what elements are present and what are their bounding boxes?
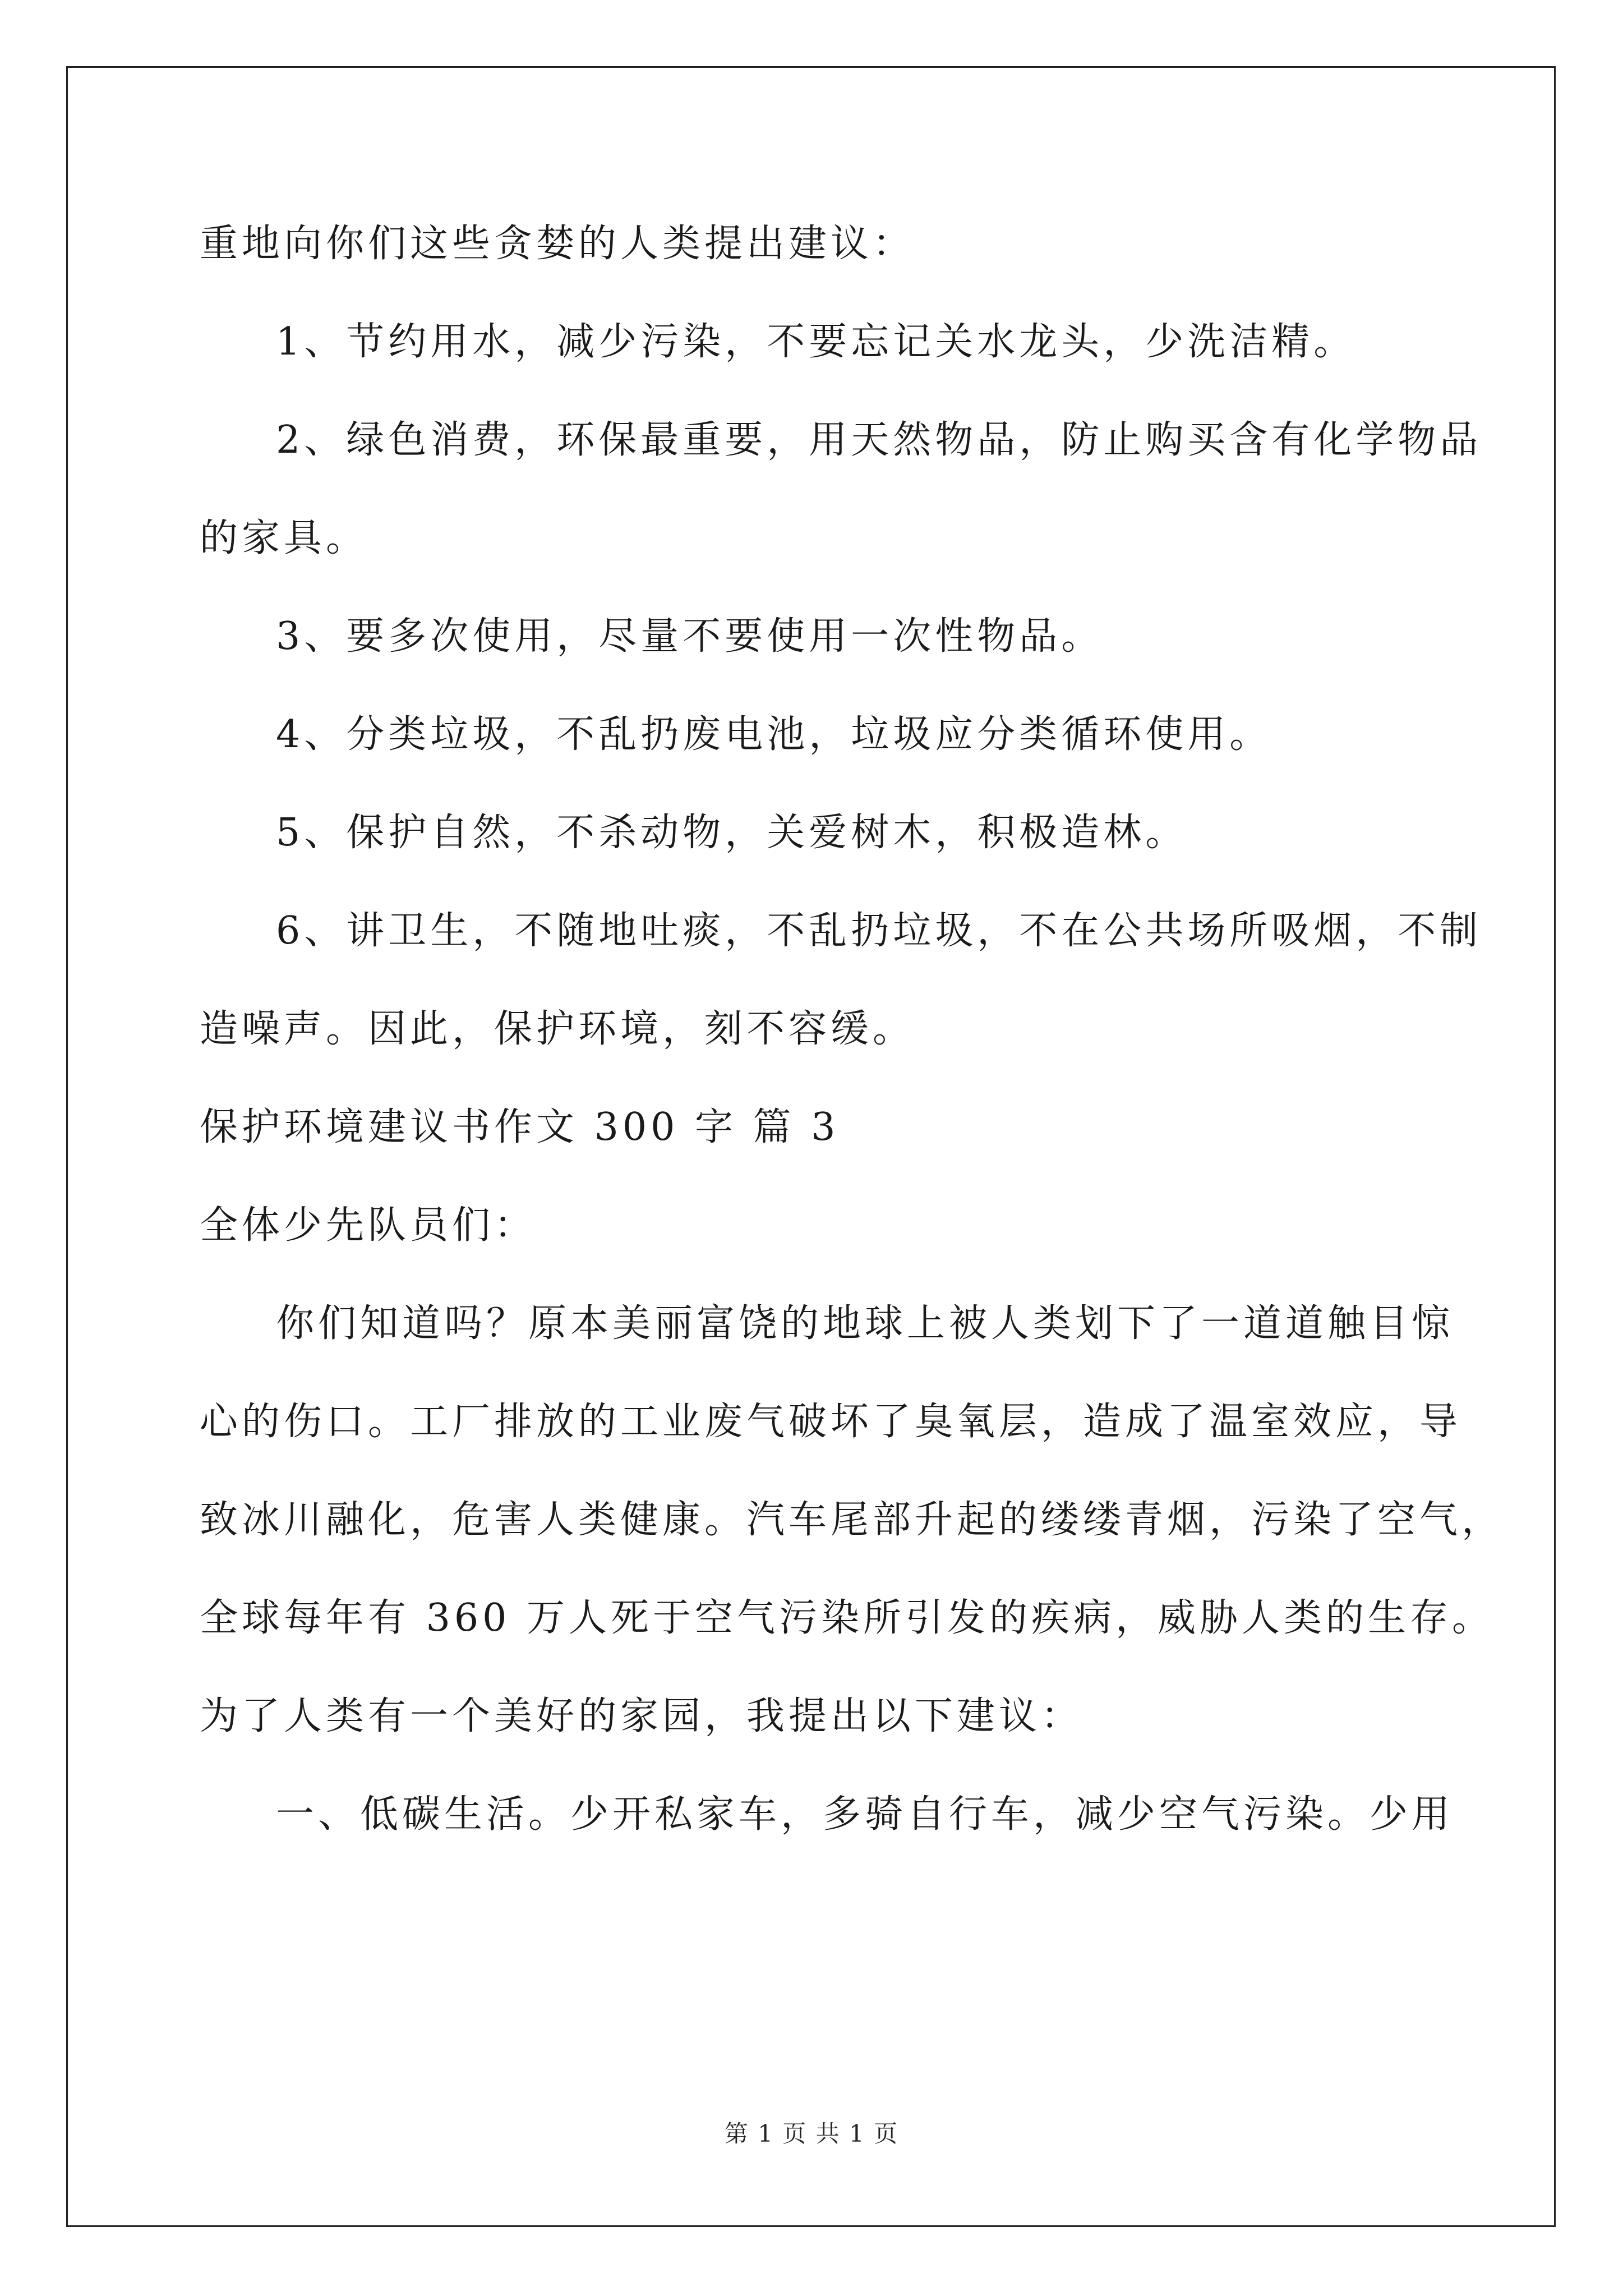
list-item: 1、节约用水，减少污染，不要忘记关水龙头，少洗洁精。 bbox=[276, 320, 1356, 364]
text-line: 重地向你们这些贪婪的人类提出建议： bbox=[200, 222, 915, 266]
text-line: 心的伤口。工厂排放的工业废气破坏了臭氧层，造成了温室效应，导 bbox=[200, 1400, 1462, 1444]
list-item: 2、绿色消费，环保最重要，用天然物品，防止购买含有化学物品 bbox=[276, 418, 1482, 462]
page-footer: 第 1 页 共 1 页 bbox=[724, 2120, 899, 2147]
text-line: 全球每年有 360 万人死于空气污染所引发的疾病，威胁人类的生存。 bbox=[200, 1596, 1495, 1640]
list-item: 5、保护自然，不杀动物，关爱树木，积极造林。 bbox=[276, 811, 1188, 855]
text-line: 造噪声。因此，保护环境，刻不容缓。 bbox=[200, 1007, 915, 1051]
list-item: 一、低碳生活。少开私家车，多骑自行车，减少空气污染。少用 bbox=[276, 1792, 1454, 1837]
list-item: 3、要多次使用，尽量不要使用一次性物品。 bbox=[276, 614, 1104, 659]
text-line: 为了人类有一个美好的家园，我提出以下建议： bbox=[200, 1694, 1083, 1738]
text-line: 你们知道吗？原本美丽富饶的地球上被人类划下了一道道触目惊 bbox=[276, 1301, 1454, 1346]
list-item: 6、讲卫生，不随地吐痰，不乱扔垃圾，不在公共场所吸烟，不制 bbox=[276, 909, 1482, 953]
text-line: 的家具。 bbox=[200, 516, 368, 560]
text-line: 致冰川融化，危害人类健康。汽车尾部升起的缕缕青烟，污染了空气， bbox=[200, 1498, 1504, 1542]
list-item: 4、分类垃圾，不乱扔废电池，垃圾应分类循环使用。 bbox=[276, 712, 1272, 757]
salutation: 全体少先队员们： bbox=[200, 1203, 537, 1248]
section-heading: 保护环境建议书作文 300 字 篇 3 bbox=[200, 1105, 840, 1149]
